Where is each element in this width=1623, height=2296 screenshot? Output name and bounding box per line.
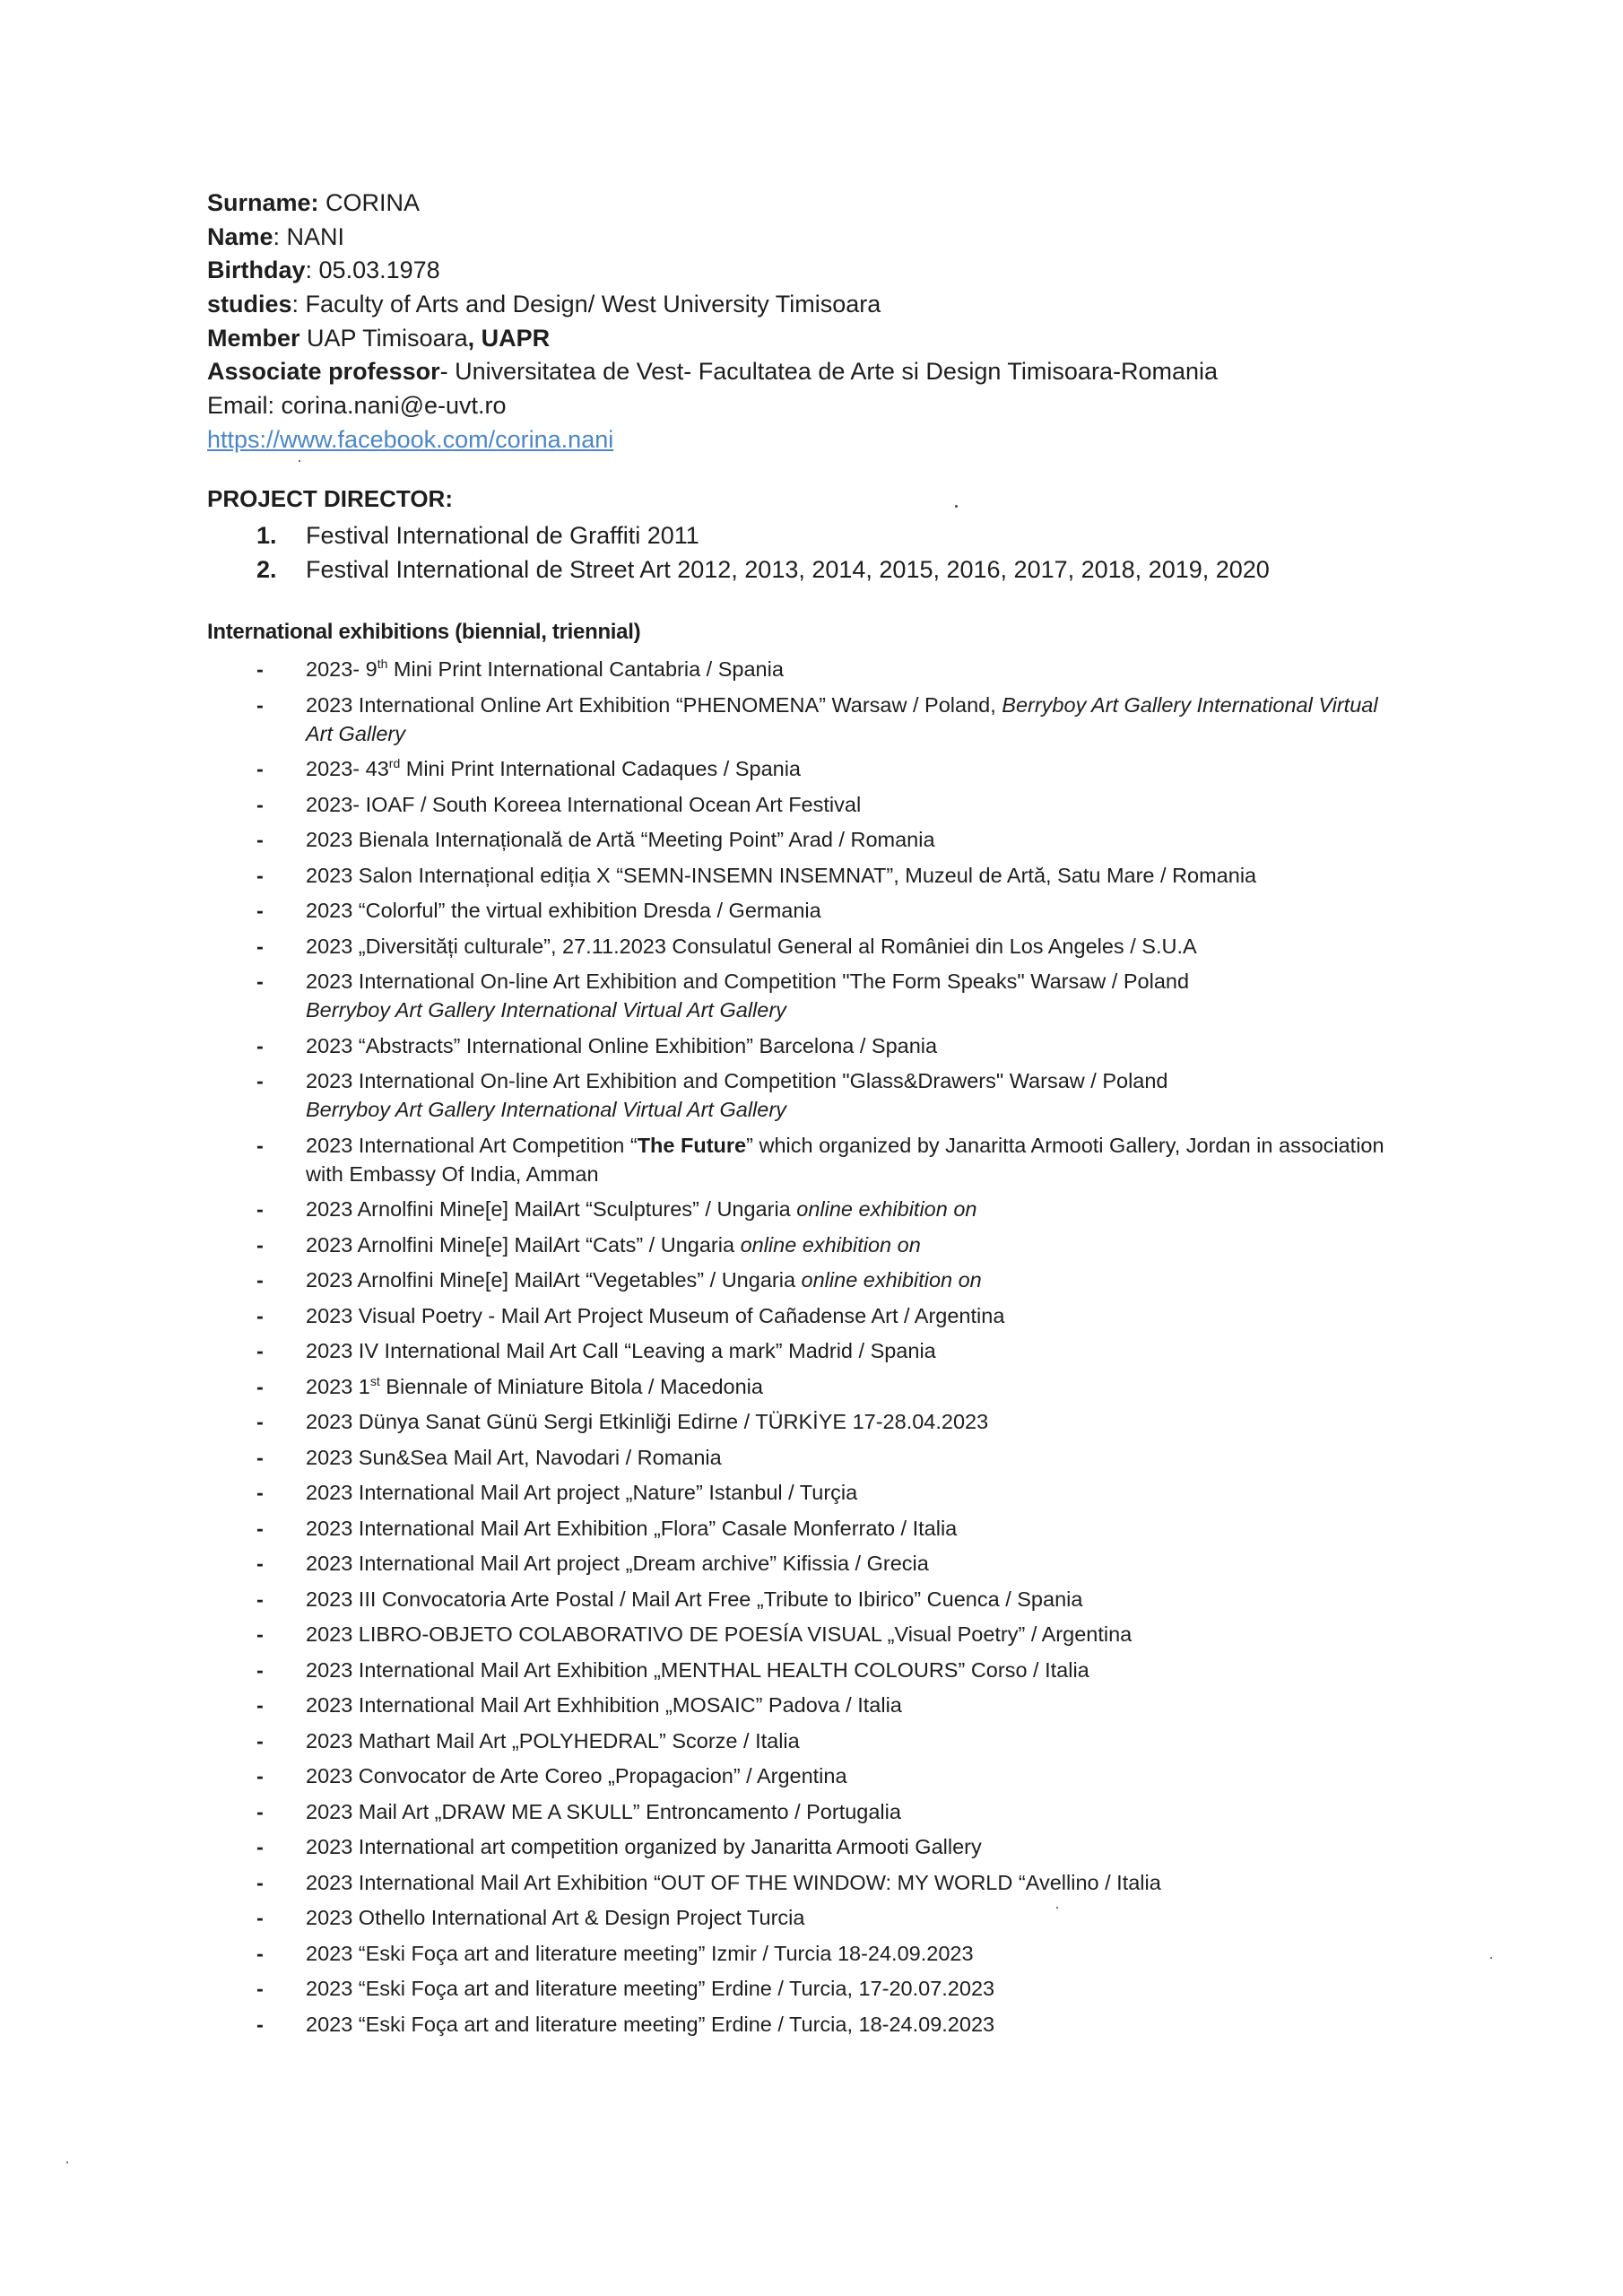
exhibition-main-text: 2023- IOAF / South Koreea International Ocean Art Festival [306, 792, 862, 816]
bullet-dash: - [256, 828, 264, 851]
associate-row [207, 355, 1462, 389]
bullet-dash: - [256, 1445, 264, 1469]
facebook-row [207, 423, 1462, 457]
exhibition-item [207, 691, 1462, 748]
bullet-dash: - [256, 1232, 264, 1257]
exhibition-text [306, 1265, 1391, 1294]
email-row: Email: corina.nani@e-uvt.ro [207, 392, 507, 420]
exhibition-main-text: 2023 International On-line Art Exhibition and Competition "The Form Speaks" Warsaw / Poland [306, 970, 1190, 993]
exhibition-item [207, 790, 1462, 819]
exhibition-text [306, 1407, 1391, 1436]
bullet-dash: - [256, 934, 264, 958]
bullet-dash: - [256, 1906, 264, 1929]
exhibition-main-text: 2023 “Eski Foça art and literature meeting” Izmir / Turcia 18-24.09.2023 [306, 1941, 974, 1965]
exhibition-item [207, 1761, 1462, 1790]
exhibition-item [207, 1903, 1462, 1932]
exhibition-main-text: 2023 “Colorful” the virtual exhibition Dresda / Germania [306, 899, 821, 922]
item-number: 2. [256, 555, 277, 583]
exhibition-main-text: 2023 International On-line Art Exhibition and Competition "Glass&Drawers" Warsaw / Poland [306, 1069, 1168, 1092]
exhibition-main-text: 2023 Salon Internațional ediția X “SEMN-INSEMN INSEMNAT”, Muzeul de Artă, Satu Mare / Romania [306, 863, 1257, 887]
bullet-dash: - [256, 1481, 264, 1504]
exhibition-main-text: Mini Print International Cadaques / Spania [400, 757, 801, 780]
exhibition-item [207, 1443, 1462, 1472]
exhibition-main-text: 2023 Visual Poetry - Mail Art Project Museum of Cañadense Art / Argentina [306, 1303, 1005, 1327]
exhibition-item [207, 896, 1462, 925]
item-text: Festival International de Street Art 2012, 2013, 2014, 2015, 2016, 2017, 2018, 2019, 2020 [306, 555, 1270, 583]
member-value: UAP Timisoara [299, 324, 468, 352]
exhibition-main-text: 2023 Othello International Art & Design Project Turcia [306, 1906, 805, 1929]
exhibition-main-text: 2023 Arnolfini Mine[e] MailArt “Sculptures” / Ungaria [306, 1197, 797, 1221]
exhibition-text [306, 1131, 1391, 1188]
scan-speck [66, 2161, 68, 2163]
bullet-dash: - [256, 1197, 264, 1221]
exhibition-gallery-line: Berryboy Art Gallery International Virtual Art Gallery [306, 998, 786, 1022]
exhibition-gallery-line: Berryboy Art Gallery International Virtual Art Gallery [306, 1098, 786, 1121]
exhibition-item [207, 1656, 1462, 1684]
exhibition-text [306, 1903, 1391, 1932]
exhibition-main-text: 2023 LIBRO-OBJETO COLABORATIVO DE POESÍA VISUAL „Visual Poetry” / Argentina [306, 1622, 1133, 1646]
bullet-dash: - [256, 1268, 264, 1292]
exhibition-main-text: Mini Print International Cantabria / Spania [387, 657, 784, 681]
exhibition-text [306, 1797, 1391, 1826]
exhibition-item [207, 1797, 1462, 1826]
exhibition-italic-note: Berryboy Art Gallery International Virtual Art Gallery [306, 692, 1378, 745]
bullet-dash: - [256, 899, 264, 922]
exhibition-main-text: 2023 Convocator de Arte Coreo „Propagacion” / Argentina [306, 1764, 847, 1787]
exhibition-main-text: 2023 International Mail Art Exhibition „Flora” Casale Monferrato / Italia [306, 1516, 958, 1540]
exhibition-main-text: 2023 Sun&Sea Mail Art, Navodari / Romania [306, 1445, 722, 1469]
exhibition-text [306, 932, 1391, 961]
exhibition-item [207, 967, 1462, 1024]
exhibition-text [306, 1585, 1391, 1613]
studies-value: : Faculty of Arts and Design/ West University Timisoara [291, 291, 881, 318]
exhibition-text [306, 754, 1391, 783]
exhibition-item [207, 932, 1462, 961]
exhibition-text [306, 1620, 1391, 1648]
exhibition-italic-note: online exhibition on [796, 1197, 977, 1221]
bullet-dash: - [256, 1657, 264, 1682]
exhibition-text [306, 1832, 1391, 1861]
exhibition-main-text: 2023 “Eski Foça art and literature meeting” Erdine / Turcia, 18-24.09.2023 [306, 2012, 995, 2036]
exhibition-text [306, 2010, 1391, 2039]
exhibition-item [207, 825, 1462, 854]
exhibition-item [207, 1939, 1462, 1968]
birthday-label: Birthday [207, 257, 306, 284]
bullet-dash: - [256, 1410, 264, 1433]
bullet-dash: - [256, 1977, 264, 2000]
studies-row [207, 288, 1462, 322]
exhibition-emphasis: The Future [637, 1133, 747, 1157]
exhibition-main-text: 2023 International Mail Art project „Nature” Istanbul / Turçia [306, 1481, 858, 1504]
exhibition-item [207, 1031, 1462, 1060]
ordinal-suffix: rd [388, 756, 401, 770]
ordinal-suffix: th [377, 657, 388, 671]
exhibition-item [207, 1832, 1462, 1861]
bullet-dash: - [256, 1622, 264, 1646]
exhibition-item [207, 1301, 1462, 1330]
exhibition-text [306, 655, 1391, 683]
exhibition-text [306, 861, 1391, 890]
bullet-dash: - [256, 657, 264, 681]
bullet-dash: - [256, 1587, 264, 1611]
exhibition-main-text: 2023 Bienala Internațională de Artă “Meeting Point” Arad / Romania [306, 828, 935, 851]
exhibition-item [207, 1868, 1462, 1897]
surname-row [207, 187, 1462, 221]
facebook-link[interactable]: https://www.facebook.com/corina.nani [207, 425, 614, 453]
exhibition-text [306, 1656, 1391, 1684]
exhibition-main-text: 2023 Dünya Sanat Günü Sergi Etkinliği Edirne / TÜRKİYE 17-28.04.2023 [306, 1410, 989, 1433]
exhibition-item [207, 1131, 1462, 1188]
exhibition-main-text: 2023 Mathart Mail Art „POLYHEDRAL” Scorze / Italia [306, 1728, 800, 1752]
bullet-dash: - [256, 1941, 264, 1965]
bullet-dash: - [256, 792, 264, 816]
exhibition-text [306, 691, 1391, 748]
exhibition-prefix: 2023- 43 [306, 757, 389, 780]
exhibition-text [306, 1066, 1391, 1124]
surname-label: Surname: [207, 189, 319, 216]
exhibition-main-text: 2023 International Mail Art Exhhibition „MOSAIC” Padova / Italia [306, 1693, 902, 1717]
bullet-dash: - [256, 1516, 264, 1540]
exhibitions-heading: International exhibitions (biennial, triennial) [207, 620, 641, 644]
bullet-dash: - [256, 970, 264, 993]
exhibition-main-text: 2023 International Online Art Exhibition “PHENOMENA” Warsaw / Poland, [306, 692, 1002, 717]
exhibition-text [306, 896, 1391, 925]
bullet-dash: - [256, 1799, 264, 1823]
ordinal-suffix: st [369, 1373, 380, 1388]
exhibition-main-text: 2023 „Diversități culturale”, 27.11.2023 Consulatul General al României din Los Angeles / S.U.A [306, 934, 1197, 958]
exhibition-text [306, 1336, 1391, 1365]
exhibition-text [306, 1514, 1391, 1543]
exhibition-text [306, 1939, 1391, 1968]
exhibition-italic-note: online exhibition on [740, 1232, 921, 1257]
bullet-dash: - [256, 1374, 264, 1398]
bullet-dash: - [256, 1033, 264, 1057]
exhibition-italic-note: online exhibition on [801, 1268, 982, 1292]
exhibition-text [306, 1195, 1391, 1223]
bullet-dash: - [256, 1069, 264, 1092]
birthday-row [207, 254, 1462, 288]
bullet-dash: - [256, 757, 264, 780]
bullet-dash: - [256, 692, 264, 717]
exhibition-main-text: 2023 “Abstracts” International Online Exhibition” Barcelona / Spania [306, 1033, 938, 1057]
exhibition-item [207, 1514, 1462, 1543]
exhibition-main-text: 2023 IV International Mail Art Call “Leaving a mark” Madrid / Spania [306, 1339, 936, 1362]
bullet-dash: - [256, 2012, 264, 2036]
exhibition-item [207, 754, 1462, 783]
project-director-heading: PROJECT DIRECTOR: [207, 485, 453, 512]
exhibition-main-text: 2023 International Mail Art project „Dream archive” Kifissia / Grecia [306, 1552, 929, 1575]
exhibition-text [306, 1372, 1391, 1401]
associate-label: Associate professor [207, 358, 440, 386]
exhibition-item [207, 655, 1462, 683]
exhibition-item [207, 1620, 1462, 1648]
exhibition-item [207, 1265, 1462, 1294]
exhibition-item [207, 2010, 1462, 2039]
exhibition-text [306, 1478, 1391, 1507]
personal-info [207, 187, 1462, 457]
exhibition-text [306, 1974, 1391, 2003]
studies-label: studies [207, 291, 292, 318]
exhibition-item [207, 1066, 1462, 1124]
name-label: Name [207, 222, 273, 250]
exhibition-item [207, 1691, 1462, 1719]
exhibition-item [207, 1478, 1462, 1507]
exhibition-prefix: 2023 1 [306, 1374, 370, 1398]
exhibition-text [306, 790, 1391, 819]
scan-speck [955, 505, 958, 508]
exhibition-text [306, 967, 1391, 1024]
member-extra: , UAPR [467, 324, 551, 352]
exhibition-prefix: 2023- 9 [306, 657, 378, 681]
exhibition-main-text: 2023 International art competition organized by Janaritta Armooti Gallery [306, 1835, 982, 1858]
bullet-dash: - [256, 1133, 264, 1157]
bullet-dash: - [256, 1693, 264, 1717]
bullet-dash: - [256, 1303, 264, 1327]
exhibitions-list [207, 655, 1462, 2045]
name-row [207, 221, 1462, 255]
bullet-dash: - [256, 863, 264, 887]
bullet-dash: - [256, 1764, 264, 1787]
exhibition-item [207, 1549, 1462, 1578]
exhibition-main-text: 2023 International Art Competition “ [306, 1133, 638, 1157]
exhibition-item [207, 861, 1462, 890]
exhibition-item [207, 1231, 1462, 1259]
item-number: 1. [256, 522, 277, 549]
member-row [207, 322, 1462, 356]
exhibition-main-text: 2023 “Eski Foça art and literature meeting” Erdine / Turcia, 17-20.07.2023 [306, 1977, 995, 2000]
exhibition-item [207, 1336, 1462, 1365]
bullet-dash: - [256, 1339, 264, 1362]
exhibition-text [306, 825, 1391, 854]
scan-speck [1490, 1957, 1492, 1959]
exhibition-main-text: Biennale of Miniature Bitola / Macedonia [379, 1374, 763, 1398]
exhibition-item [207, 1372, 1462, 1401]
exhibition-item [207, 1585, 1462, 1613]
associate-value: - Universitatea de Vest- Facultatea de Arte si Design Timisoara-Romania [439, 358, 1218, 386]
name-value: : NANI [273, 222, 345, 250]
exhibition-text [306, 1031, 1391, 1060]
bullet-dash: - [256, 1552, 264, 1575]
exhibition-text [306, 1691, 1391, 1719]
exhibition-main-text: 2023 International Mail Art Exhibition „MENTHAL HEALTH COLOURS” Corso / Italia [306, 1657, 1089, 1682]
exhibition-main-text: 2023 International Mail Art Exhibition “OUT OF THE WINDOW: MY WORLD “Avellino / Italia [306, 1870, 1161, 1894]
bullet-dash: - [256, 1870, 264, 1894]
exhibition-item [207, 1407, 1462, 1436]
item-text: Festival International de Graffiti 2011 [306, 522, 699, 549]
exhibition-text [306, 1549, 1391, 1578]
exhibition-text [306, 1231, 1391, 1259]
birthday-value: : 05.03.1978 [305, 257, 440, 284]
exhibition-item [207, 1726, 1462, 1755]
exhibition-text [306, 1761, 1391, 1790]
exhibition-text [306, 1868, 1391, 1897]
exhibition-item [207, 1974, 1462, 2003]
scan-speck [299, 460, 300, 462]
exhibition-main-text: 2023 Arnolfini Mine[e] MailArt “Cats” / Ungaria [306, 1232, 741, 1257]
bullet-dash: - [256, 1728, 264, 1752]
scan-speck [1056, 1907, 1058, 1909]
bullet-dash: - [256, 1835, 264, 1858]
exhibition-main-text: 2023 Mail Art „DRAW ME A SKULL” Entroncamento / Portugalia [306, 1799, 901, 1823]
exhibition-text [306, 1301, 1391, 1330]
surname-value: CORINA [318, 189, 421, 216]
exhibition-text [306, 1726, 1391, 1755]
exhibition-text-continued: ” which organized by Janaritta Armooti Gallery, Jordan in association with Embassy Of India, Amman [306, 1133, 1384, 1186]
exhibition-main-text: 2023 III Convocatoria Arte Postal / Mail Art Free „Tribute to Ibirico” Cuenca / Spania [306, 1587, 1083, 1611]
exhibition-item [207, 1195, 1462, 1223]
member-label: Member [207, 324, 300, 352]
exhibition-main-text: 2023 Arnolfini Mine[e] MailArt “Vegetables” / Ungaria [306, 1268, 802, 1292]
exhibition-text [306, 1443, 1391, 1472]
